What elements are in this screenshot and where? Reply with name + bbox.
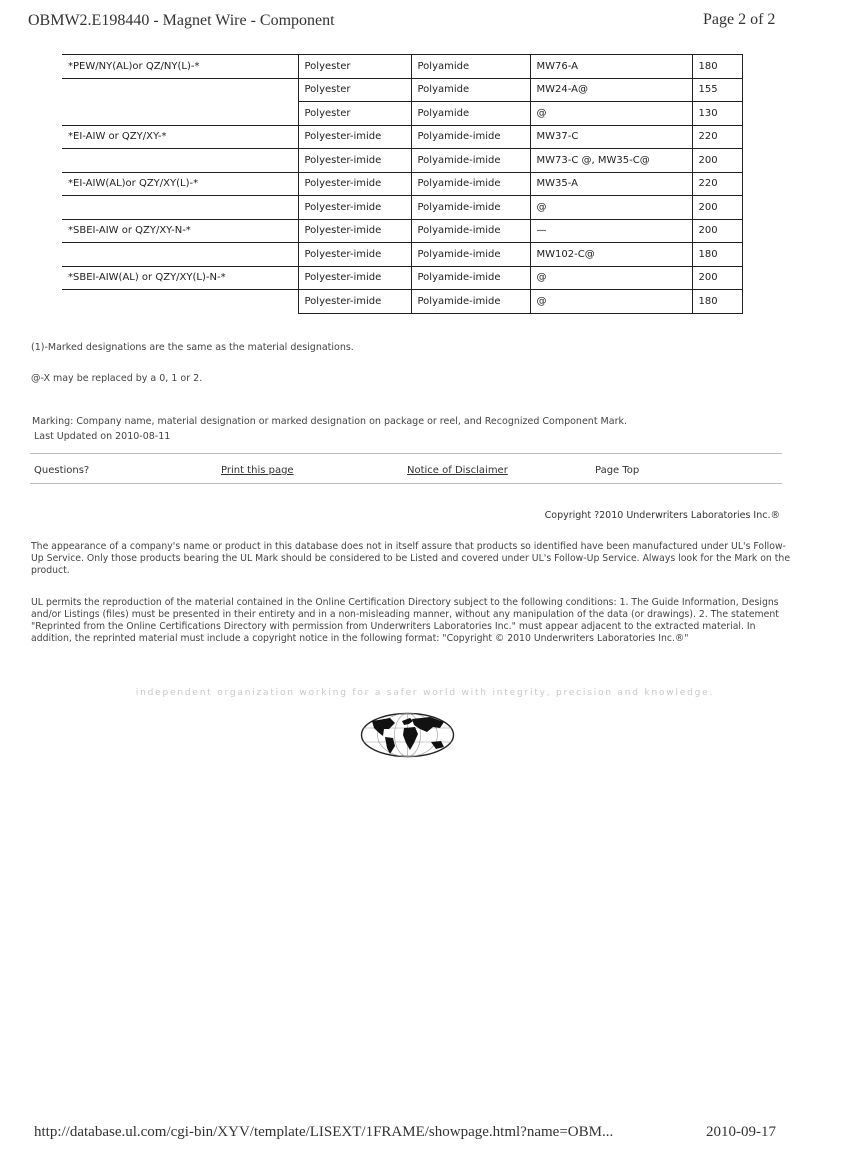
print-page-link[interactable]: Print this page [221,465,294,476]
ul-globe-logo [360,712,455,758]
temperature-cell: 130 [692,102,742,126]
designation-cell: *EI-AIW(AL)or QZY/XY(L)-* [62,172,298,196]
table-row [62,243,742,267]
top-coat-cell: Polyamide [411,102,530,126]
footer-url: http://database.ul.com/cgi-bin/XYV/template/LISEXT/1FRAME/showpage.html?name=OBM... [34,1124,614,1140]
questions-link[interactable]: Questions? [34,465,90,476]
table-row [62,55,742,79]
last-updated: Last Updated on 2010-08-11 [34,431,171,442]
table-row [62,149,742,173]
designation-cell: *PEW/NY(AL)or QZ/NY(L)-* [62,55,298,79]
designation-cell [62,102,298,126]
top-coat-cell: Polyamide-imide [411,290,530,314]
divider-bottom [30,483,782,484]
mw-standard-cell: @ [530,266,692,290]
mw-standard-cell: — [530,219,692,243]
base-coat-cell: Polyester-imide [298,290,411,314]
mw-standard-cell: @ [530,196,692,220]
table-row [62,219,742,243]
table-row [62,196,742,220]
mw-standard-cell: MW73-C @, MW35-C@ [530,149,692,173]
note-replacement: @-X may be replaced by a 0, 1 or 2. [31,373,203,384]
top-coat-cell: Polyamide-imide [411,243,530,267]
top-coat-cell: Polyamide-imide [411,149,530,173]
base-coat-cell: Polyester [298,102,411,126]
designation-cell [62,196,298,220]
base-coat-cell: Polyester-imide [298,219,411,243]
table-row [62,78,742,102]
table-row [62,102,742,126]
copyright-notice: Copyright ?2010 Underwriters Laboratories Inc.® [544,510,780,521]
top-coat-cell: Polyamide-imide [411,172,530,196]
wire-listing-table [62,54,743,314]
mw-standard-cell: MW37-C [530,125,692,149]
base-coat-cell: Polyester-imide [298,266,411,290]
designation-cell: *SBEI-AIW(AL) or QZY/XY(L)-N-* [62,266,298,290]
designation-cell [62,290,298,314]
base-coat-cell: Polyester-imide [298,149,411,173]
table-row [62,172,742,196]
base-coat-cell: Polyester [298,78,411,102]
disclaimer-paragraph: The appearance of a company's name or product in this database does not in itself assure that products so identified have been manufactured under UL's Follow-Up Service. Only those products bearing the UL Mark should be considered to be Listed and covered under UL's Follow-Up Service. Always look for the Mark on the product. [31,541,791,576]
ul-tagline: independent organization working for a safer world with integrity, precision and knowledge. [135,688,715,698]
base-coat-cell: Polyester [298,55,411,79]
temperature-cell: 155 [692,78,742,102]
designation-cell [62,243,298,267]
temperature-cell: 220 [692,125,742,149]
note-marked-designations: (1)-Marked designations are the same as the material designations. [31,342,354,353]
temperature-cell: 180 [692,290,742,314]
temperature-cell: 200 [692,219,742,243]
base-coat-cell: Polyester-imide [298,196,411,220]
designation-cell: *EI-AIW or QZY/XY-* [62,125,298,149]
mw-standard-cell: @ [530,102,692,126]
table-row [62,125,742,149]
mw-standard-cell: MW76-A [530,55,692,79]
permission-paragraph: UL permits the reproduction of the material contained in the Online Certification Directory subject to the following conditions: 1. The Guide Information, Designs and/or Listings (files) must be presented in their entirety and in a non-misleading manner, without any manipulation of the data (or drawings). 2. The statement "Reprinted from the Online Certifications Directory with permission from Underwriters Laboratories Inc." must appear adjacent to the extracted material. In addition, the reprinted material must include a copyright notice in the following format: "Copyright © 2010 Underwriters Laboratories Inc.®" [31,597,779,644]
top-coat-cell: Polyamide-imide [411,219,530,243]
marking-text: Marking: Company name, material designation or marked designation on package or reel, and Recognized Component Mark. [32,416,628,427]
temperature-cell: 220 [692,172,742,196]
disclaimer-link[interactable]: Notice of Disclaimer [407,465,508,476]
table-row [62,266,742,290]
divider-top [30,453,782,454]
top-coat-cell: Polyamide-imide [411,196,530,220]
temperature-cell: 200 [692,196,742,220]
mw-standard-cell: MW102-C@ [530,243,692,267]
designation-cell [62,149,298,173]
table-row [62,290,742,314]
designation-cell [62,78,298,102]
base-coat-cell: Polyester-imide [298,243,411,267]
top-coat-cell: Polyamide [411,78,530,102]
top-coat-cell: Polyamide [411,55,530,79]
base-coat-cell: Polyester-imide [298,172,411,196]
top-coat-cell: Polyamide-imide [411,266,530,290]
designation-cell: *SBEI-AIW or QZY/XY-N-* [62,219,298,243]
top-coat-cell: Polyamide-imide [411,125,530,149]
temperature-cell: 200 [692,266,742,290]
temperature-cell: 200 [692,149,742,173]
temperature-cell: 180 [692,55,742,79]
base-coat-cell: Polyester-imide [298,125,411,149]
page-top-link[interactable]: Page Top [595,465,640,476]
page-header-title: OBMW2.E198440 - Magnet Wire - Component [28,12,335,29]
mw-standard-cell: @ [530,290,692,314]
temperature-cell: 180 [692,243,742,267]
footer-date: 2010-09-17 [706,1124,776,1140]
mw-standard-cell: MW35-A [530,172,692,196]
mw-standard-cell: MW24-A@ [530,78,692,102]
page-number: Page 2 of 2 [703,11,776,28]
